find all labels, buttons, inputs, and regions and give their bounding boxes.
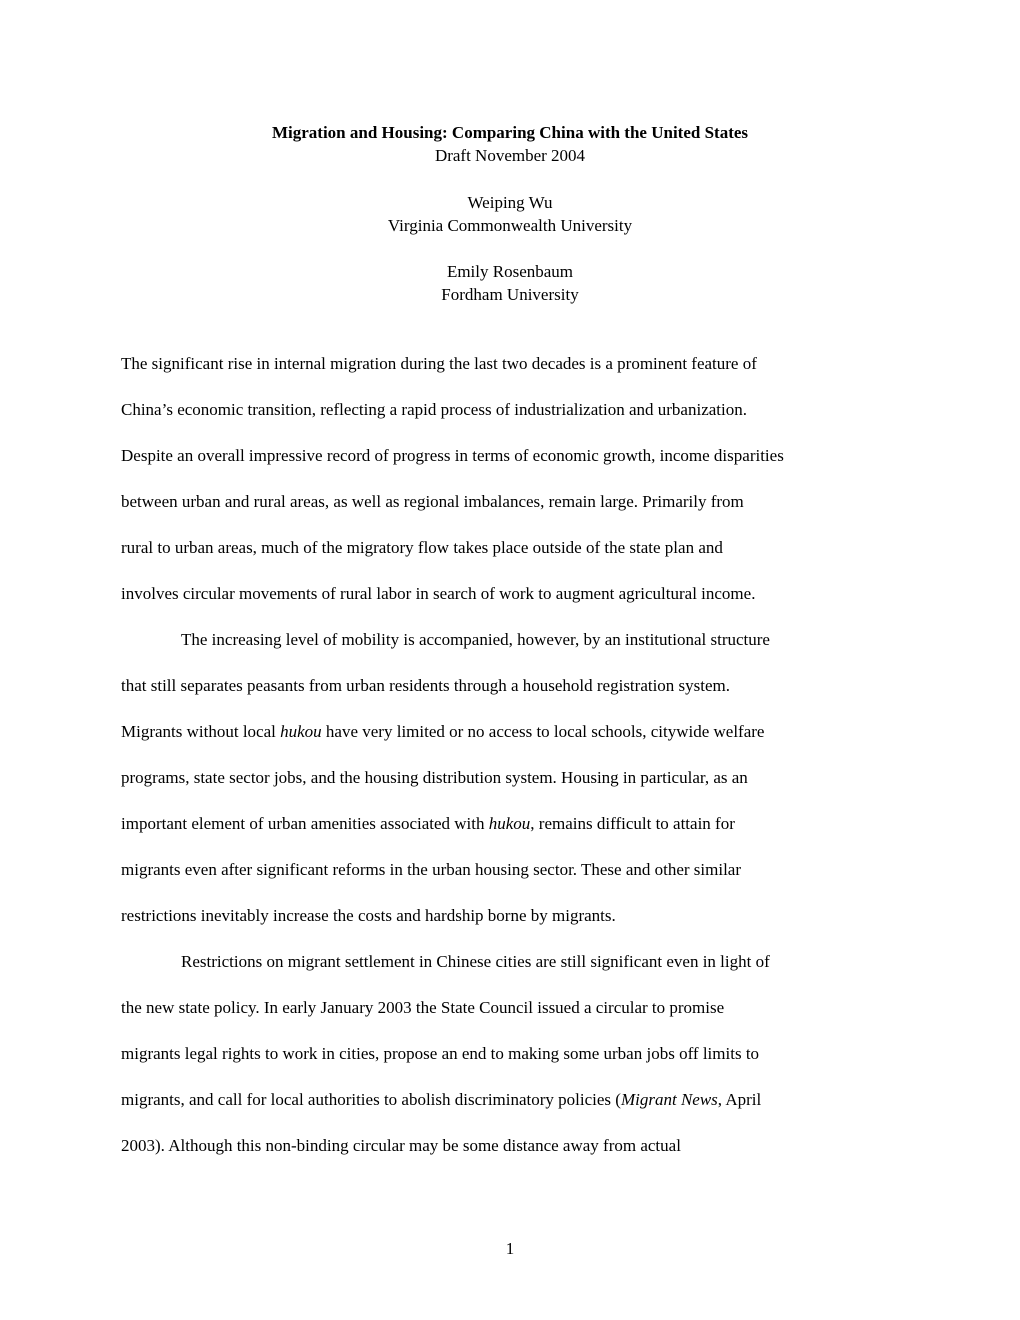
paragraph-3-line-1: Restrictions on migrant settlement in Chinese cities are still significant even in light of <box>181 952 770 971</box>
italic-citation: Migrant News <box>620 1090 718 1109</box>
paragraph-1-line-3: Despite an overall impressive record of progress in terms of economic growth, income disparities <box>121 446 784 465</box>
paragraph-2-line-2: that still separates peasants from urban residents through a household registration system. <box>121 676 731 695</box>
paragraph-2-line-1: The increasing level of mobility is accompanied, however, by an institutional structure <box>181 630 770 649</box>
paragraph-1-line-4: between urban and rural areas, as well as regional imbalances, remain large. Primarily from <box>121 492 744 511</box>
paragraph-3-line-5: 2003). Although this non-binding circular may be some distance away from actual <box>121 1136 681 1155</box>
paragraph-2-line-5 <box>121 812 735 835</box>
author-affiliation-1: Virginia Commonwealth University <box>387 216 633 235</box>
text-run: , April <box>717 1090 762 1109</box>
paragraph-1-line-2: China’s economic transition, reflecting a rapid process of industrialization and urbanization. <box>121 400 747 419</box>
paragraph-2-line-3 <box>121 720 764 743</box>
author-name-2: Emily Rosenbaum <box>446 262 574 281</box>
text-run: migrants, and call for local authorities to abolish discriminatory policies ( <box>121 1090 621 1109</box>
paragraph-3-line-4 <box>121 1088 761 1111</box>
paragraph-1-line-5: rural to urban areas, much of the migratory flow takes place outside of the state plan and <box>121 538 723 557</box>
italic-term: hukou <box>280 722 322 741</box>
draft-date: Draft November 2004 <box>434 146 586 165</box>
text-run: important element of urban amenities associated with <box>121 814 489 833</box>
paragraph-1-line-1: The significant rise in internal migration during the last two decades is a prominent feature of <box>121 354 757 373</box>
paragraph-2-line-7: restrictions inevitably increase the costs and hardship borne by migrants. <box>121 906 616 925</box>
paper-title: Migration and Housing: Comparing China with the United States <box>271 123 749 142</box>
paragraph-3-line-3: migrants legal rights to work in cities, propose an end to making some urban jobs off limits to <box>121 1044 760 1063</box>
paragraph-3-line-2: the new state policy. In early January 2003 the State Council issued a circular to promise <box>121 998 725 1017</box>
text-run: have very limited or no access to local schools, citywide welfare <box>321 722 765 741</box>
paragraph-1-line-6: involves circular movements of rural labor in search of work to augment agricultural income. <box>121 584 756 603</box>
author-affiliation-2: Fordham University <box>441 285 579 304</box>
text-run: Migrants without local <box>121 722 281 741</box>
paragraph-2-line-4: programs, state sector jobs, and the housing distribution system. Housing in particular, as an <box>121 768 748 787</box>
italic-term: hukou <box>488 814 531 833</box>
author-name-1: Weiping Wu <box>467 193 553 212</box>
page-number: 1 <box>505 1239 515 1258</box>
text-run: , remains difficult to attain for <box>530 814 735 833</box>
paragraph-2-line-6: migrants even after significant reforms in the urban housing sector. These and other similar <box>121 860 742 879</box>
